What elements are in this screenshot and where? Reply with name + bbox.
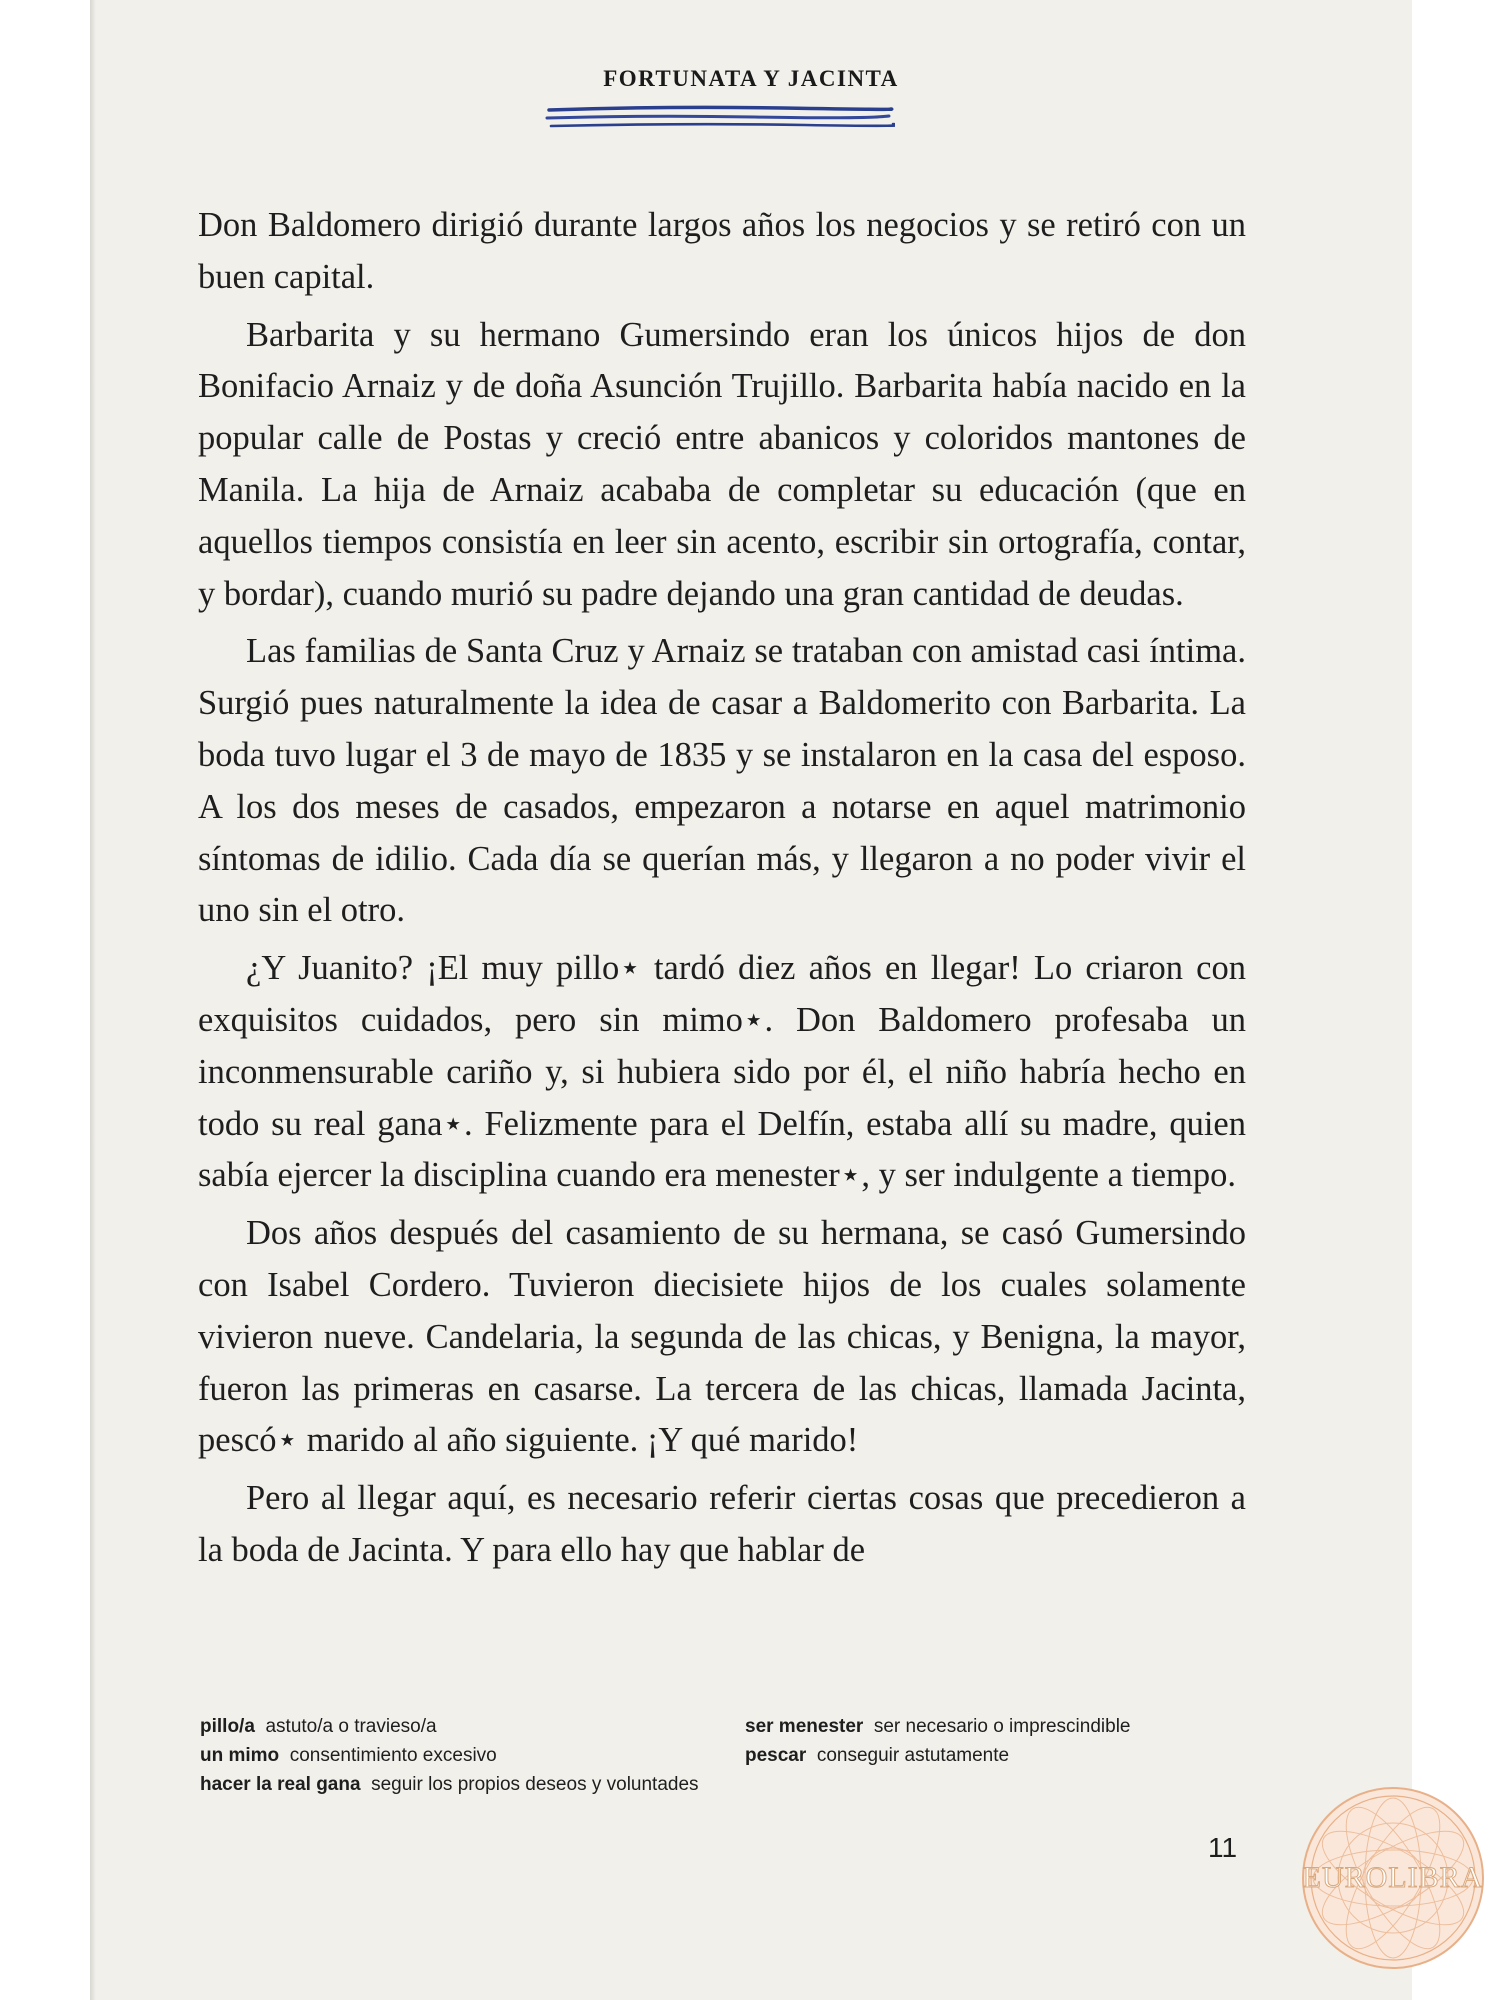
glossary-definition: consentimiento excesivo bbox=[289, 1745, 497, 1766]
paragraph: Don Baldomero dirigió durante largos años los negocios y se retiró con un buen capital. bbox=[198, 206, 1246, 296]
main-text bbox=[198, 200, 1246, 1583]
page-edge-shadow bbox=[90, 0, 96, 2000]
glossary-term: pescar bbox=[745, 1745, 807, 1766]
book-page bbox=[90, 0, 1412, 2000]
glossary-term: pillo/a bbox=[200, 1716, 255, 1737]
glossary-term: ser menester bbox=[745, 1716, 864, 1737]
title-underline-strokes bbox=[545, 104, 895, 134]
eurolibra-watermark-stamp bbox=[1298, 1783, 1488, 1973]
paragraph: Las familias de Santa Cruz y Arnaiz se trataban con amistad casi íntima. Surgió pues naturalmente la idea de casar a Baldomerito con Barbarita. La boda tuvo lugar el 3 de mayo de 1835 y se instalaron en la casa del esposo. A los dos meses de casados, empezaron a notarse en aquel matrimonio síntomas de idilio. Cada día se querían más, y llegaron a no poder vivir el uno sin el otro. bbox=[198, 632, 1246, 930]
paragraph: Dos años después del casamiento de su hermana, se casó Gumersindo con Isabel Cordero. Tuvieron diecisiete hijos de los cuales solamente vivieron nueve. Candelaria, la segunda de las chicas, y Benigna, la mayor, fueron las primeras en casarse. La tercera de las chicas, llamada Jacinta, pescó⋆ marido al año siguiente. ¡Y qué marido! bbox=[198, 1214, 1246, 1460]
glossary-term: hacer la real gana bbox=[200, 1774, 361, 1795]
glossary-entry bbox=[745, 1712, 1205, 1741]
glossary-entry bbox=[200, 1770, 760, 1799]
running-title: FORTUNATA Y JACINTA bbox=[603, 66, 899, 91]
glossary-entry bbox=[745, 1741, 1205, 1770]
glossary-definition: ser necesario o imprescindible bbox=[873, 1716, 1131, 1737]
paragraph: Pero al llegar aquí, es necesario referir ciertas cosas que precedieron a la boda de Jacinta. Y para ello hay que hablar de bbox=[198, 1479, 1246, 1569]
glossary-entry bbox=[200, 1712, 760, 1741]
page-number: 11 bbox=[1208, 1832, 1238, 1863]
glossary-term: un mimo bbox=[200, 1745, 280, 1766]
glossary-definition: astuto/a o travieso/a bbox=[265, 1716, 437, 1737]
watermark-text: EUROLIBRA bbox=[1302, 1861, 1484, 1894]
paragraph: ¿Y Juanito? ¡El muy pillo⋆ tardó diez años en llegar! Lo criaron con exquisitos cuidados, pero sin mimo⋆. Don Baldomero profesaba un inconmensurable cariño y, si hubiera sido por él, el niño habría hecho en todo su real gana⋆. Felizmente para el Delfín, estaba allí su madre, quien sabía ejercer la disciplina cuando era menester⋆, y ser indulgente a tiempo. bbox=[198, 949, 1246, 1195]
glossary-definition: seguir los propios deseos y voluntades bbox=[371, 1774, 699, 1795]
paragraph: Barbarita y su hermano Gumersindo eran los únicos hijos de don Bonifacio Arnaiz y de doña Asunción Trujillo. Barbarita había nacido en la popular calle de Postas y creció entre abanicos y coloridos mantones de Manila. La hija de Arnaiz acababa de completar su educación (que en aquellos tiempos consistía en leer sin acento, escribir sin ortografía, contar, y bordar), cuando murió su padre dejando una gran cantidad de deudas. bbox=[198, 315, 1246, 613]
glossary-definition: conseguir astutamente bbox=[816, 1745, 1010, 1766]
glossary-left-column bbox=[200, 1712, 760, 1799]
glossary-entry bbox=[200, 1741, 760, 1770]
glossary-right-column bbox=[745, 1712, 1205, 1770]
